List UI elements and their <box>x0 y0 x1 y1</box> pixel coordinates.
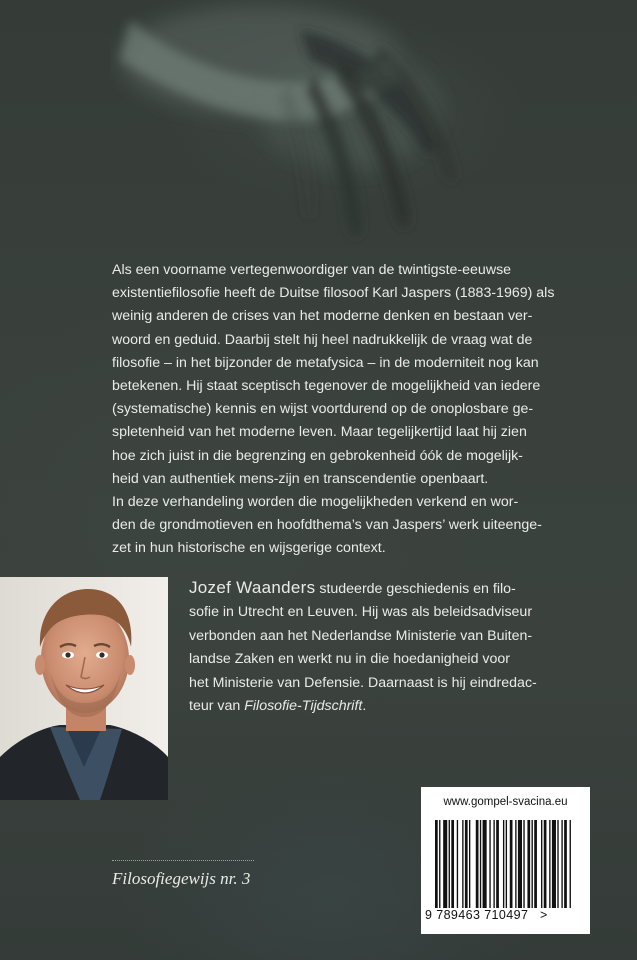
author-bio-text: studeerde geschiedenis en filo- <box>315 581 516 597</box>
barcode-bar <box>469 820 470 908</box>
barcode-bar <box>435 820 438 908</box>
barcode-bar <box>552 820 556 908</box>
description-line: In deze verhandeling worden die mogelijkheden verkend en wor- <box>112 494 519 511</box>
barcode-bar <box>534 820 537 908</box>
barcode-bar <box>489 820 490 908</box>
description-line: zet in hun historische en wijsgerige context. <box>112 540 386 557</box>
barcode-bar <box>515 820 516 908</box>
description-line: den de grondmotieven en hoofdthema’s van Jaspers’ werk uiteenge- <box>112 517 542 534</box>
barcode-bar <box>480 820 481 908</box>
barcode-bar <box>557 820 558 908</box>
barcode-bar <box>476 820 479 908</box>
isbn-digits: 9 789463 710497 <box>425 908 529 922</box>
author-portrait-illustration <box>0 577 168 800</box>
barcode-bar <box>439 820 440 908</box>
publisher-url: www.gompel-svacina.eu <box>443 796 568 808</box>
description-line: heid van authentiek mens-zijn en transcendentie openbaart. <box>112 470 489 487</box>
barcode-bar <box>449 820 450 908</box>
hand-illustration <box>110 0 470 260</box>
barcode-bar <box>561 820 562 908</box>
author-bio-text: teur van <box>189 698 245 715</box>
barcode-bar <box>496 820 499 908</box>
barcode-bar <box>510 820 513 908</box>
barcode-bar <box>506 820 507 908</box>
barcode-bar <box>532 820 533 908</box>
description-line: filosofie – in het bijzonder de metafysica – in de moderniteit nog kan <box>112 354 539 371</box>
barcode-bar <box>483 820 487 908</box>
book-description <box>112 259 555 561</box>
barcode-bar <box>544 820 547 908</box>
series-label: Filosofiegewijs nr. 3 <box>112 869 251 888</box>
barcode-bar <box>570 820 571 908</box>
author-bio <box>189 576 549 718</box>
barcode-bar <box>457 820 458 908</box>
barcode-bar <box>564 820 567 908</box>
author-bio-last-line <box>189 695 549 718</box>
barcode-bar <box>518 820 522 908</box>
barcode-bar <box>493 820 494 908</box>
description-line: hoe zich juist in die begrenzing en gebrokenheid óók de mogelijk- <box>112 447 523 464</box>
barcode-bar <box>541 820 542 908</box>
barcode-bar <box>549 820 550 908</box>
quiet-zone-mark: > <box>539 908 548 922</box>
barcode-bar <box>462 820 463 908</box>
isbn-barcode <box>435 820 575 908</box>
description-line: spletenheid van het moderne leven. Maar tegelijkertijd laat hij zien <box>112 424 527 441</box>
author-bio-line: verbonden aan het Nederlandse Ministerie van Buiten- <box>189 627 533 644</box>
barcode-bar <box>465 820 468 908</box>
author-bio-line: landse Zaken en werkt nu in die hoedanigheid voor <box>189 651 511 668</box>
journal-title: Filosofie-Tijdschrift <box>244 698 363 715</box>
barcode-bar <box>527 820 530 908</box>
description-line: (systematische) kennis en wijst voortdurend op de onoplosbare ge- <box>112 401 534 418</box>
barcode-bar <box>523 820 524 908</box>
isbn-number <box>425 908 590 922</box>
barcode-bar <box>503 820 504 908</box>
author-bio-line: sofie in Utrecht en Leuven. Hij was als beleidsadviseur <box>189 604 533 621</box>
author-bio-line: het Ministerie van Defensie. Daarnaast is hij eindredac- <box>189 674 537 691</box>
barcode-panel <box>421 787 590 934</box>
description-line: Als een voorname vertegenwoordiger van de twintigste-eeuwse <box>112 262 512 278</box>
description-line: woord en geduid. Daarbij stelt hij heel nadrukkelijk de vraag wat de <box>112 331 533 348</box>
series-divider <box>112 860 254 861</box>
description-line: betekenen. Hij staat sceptisch tegenover de mogelijkheid van iedere <box>112 378 541 395</box>
author-bio-first-line <box>189 576 549 601</box>
description-line: weinig anderen de crises van het moderne denken en bestaan ver- <box>112 308 533 325</box>
author-photo <box>0 577 168 800</box>
description-line: existentiefilosofie heeft de Duitse filosoof Karl Jaspers (1883-1969) als <box>112 285 555 302</box>
barcode-bar <box>451 820 454 908</box>
author-name: Jozef Waanders <box>189 578 316 597</box>
barcode-bar <box>443 820 447 908</box>
author-bio-text: . <box>362 698 367 715</box>
